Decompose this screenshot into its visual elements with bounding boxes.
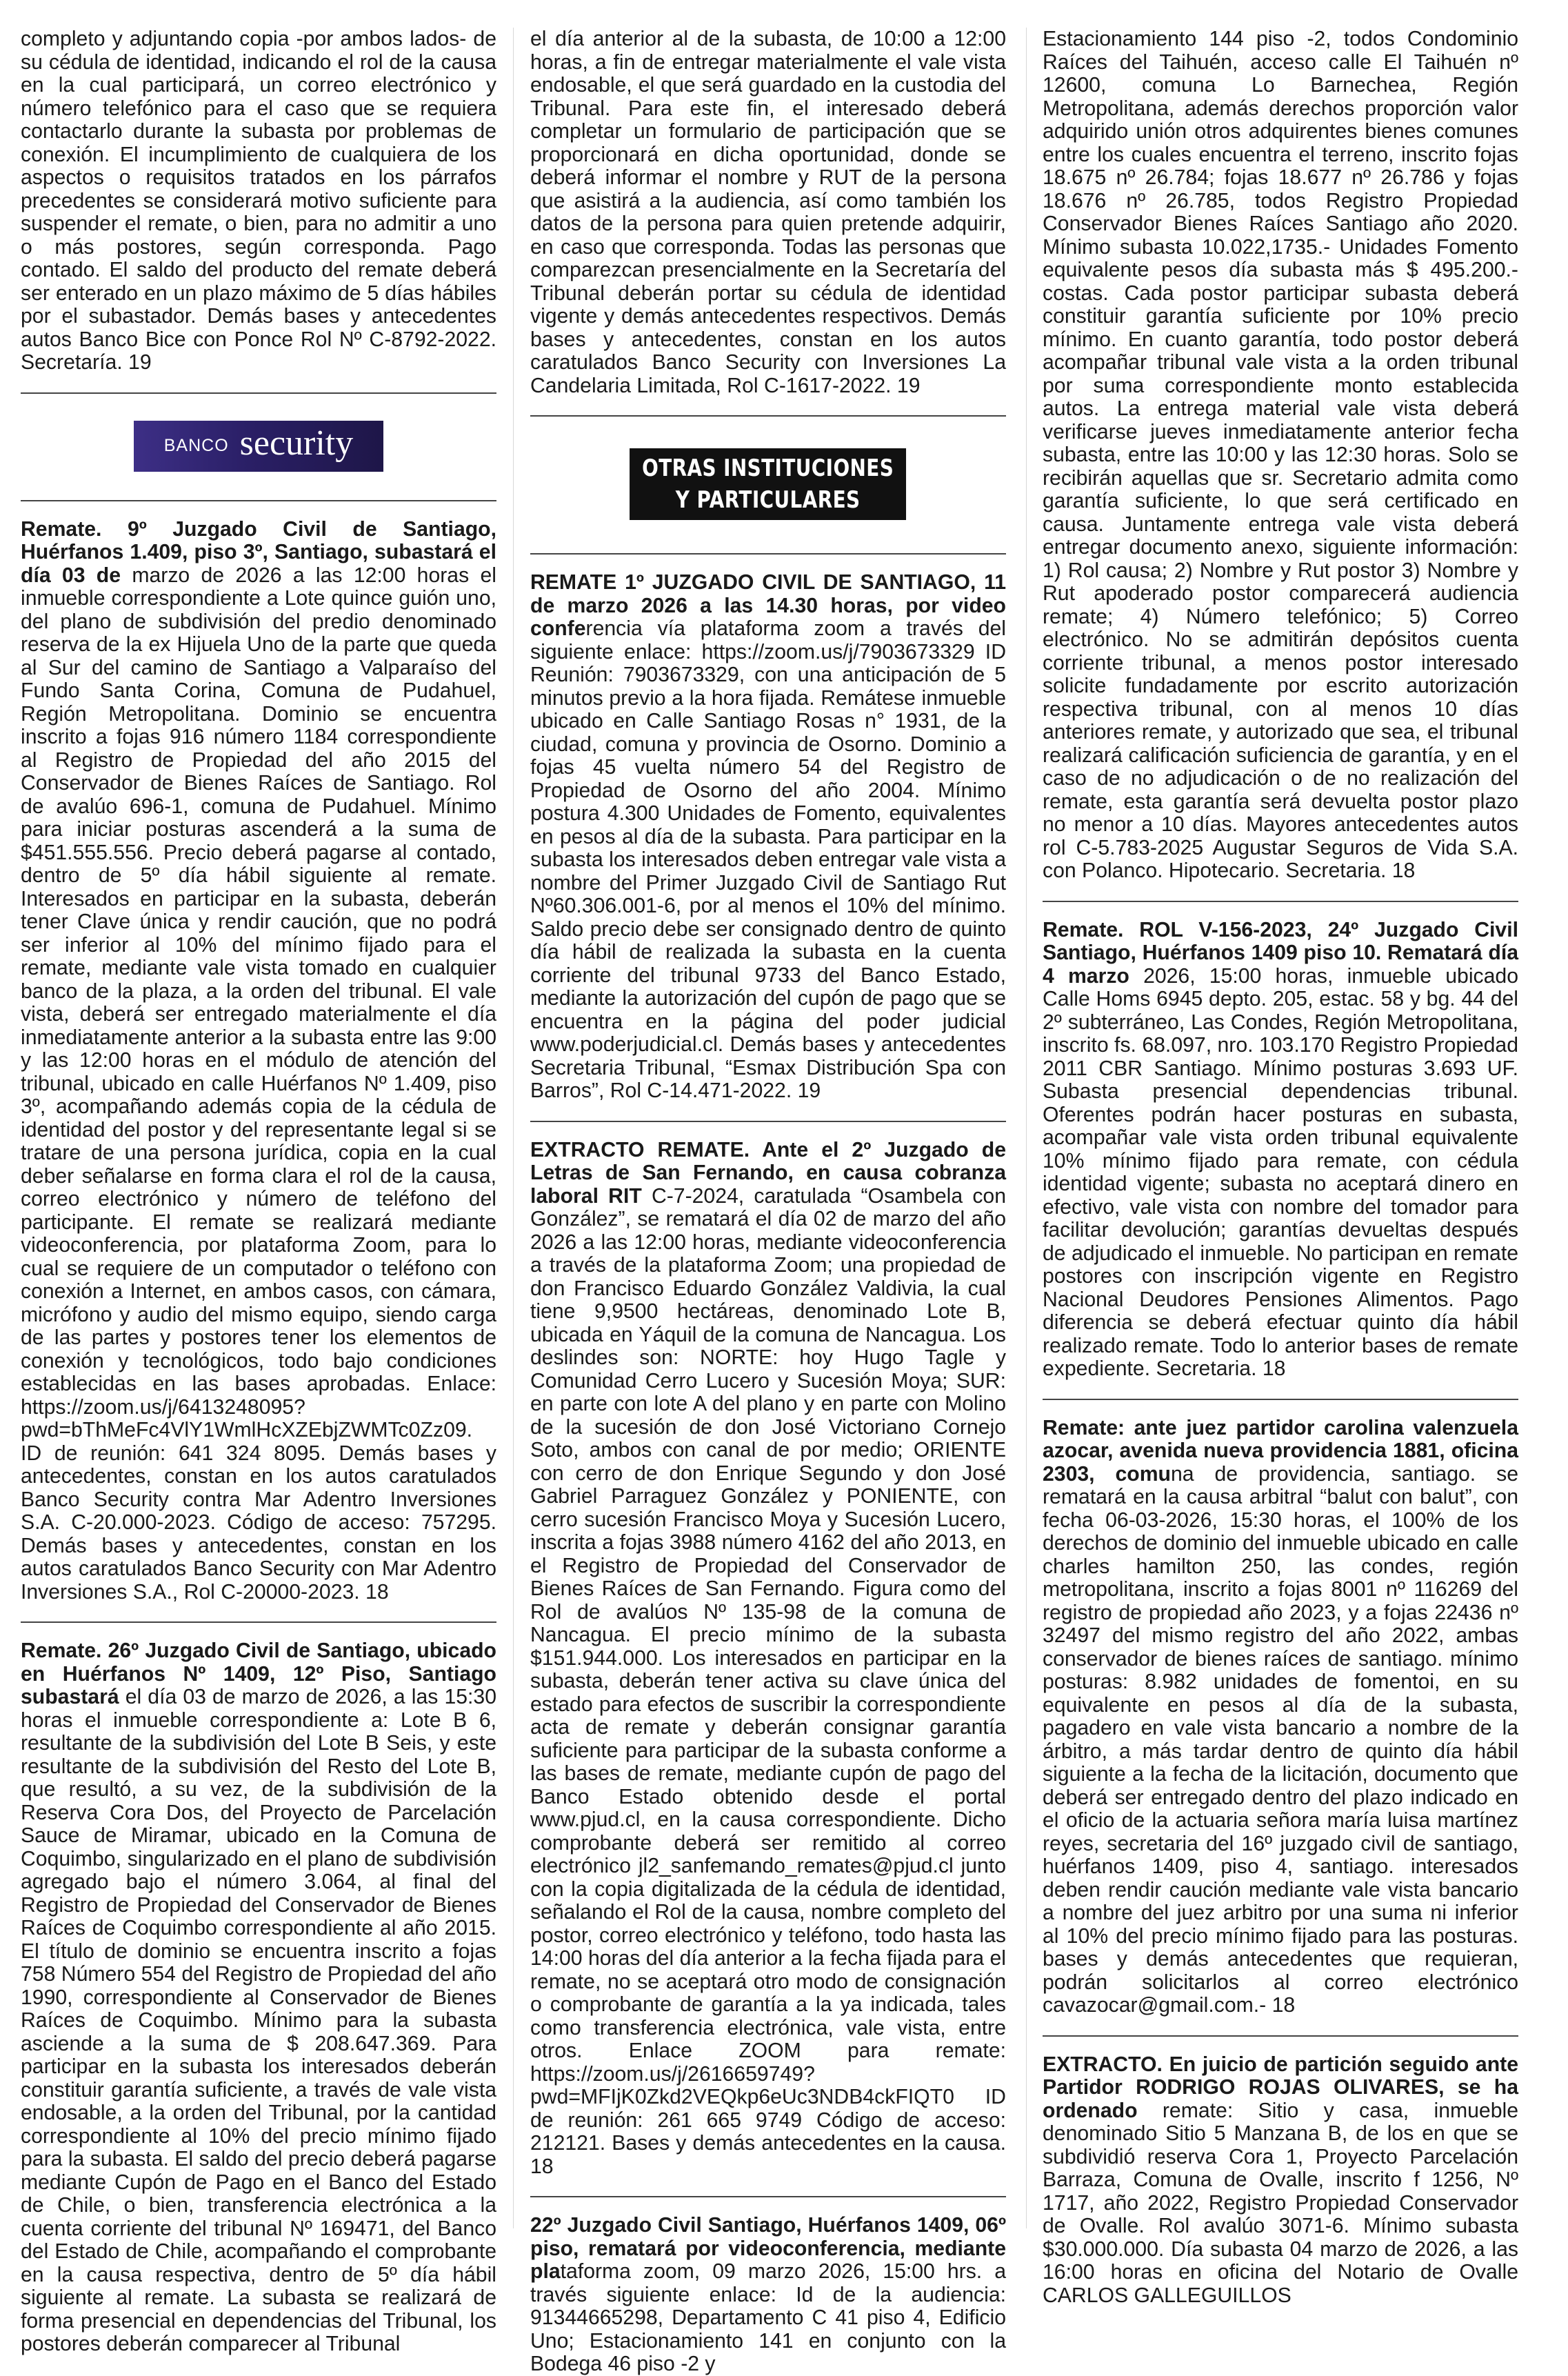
notice-divider (21, 500, 496, 501)
notice-heading: EXTRACTO. En juicio de partición seguido ante Partidor RODRIGO ROJAS OLIVARES, se ha ordenado (1043, 2053, 1518, 2122)
banco-security-logo (134, 421, 383, 472)
notice-divider (530, 2196, 1006, 2197)
notice-continuation: Estacionamiento 144 piso -2, todos Condominio Raíces del Taihuén, acceso calle El Taihuén nº 12600, comuna Lo Barnechea, Región Metropolitana, además derechos proporción valor adquirido unión otros adquirentes bienes comunes entre los cuales encuentra el terreno, inscrito fojas 18.675 nº 26.784; fojas 18.677 nº 26.786 y fojas 18.676 nº 26.785, todos Registro Propiedad Conservador Bienes Raíces Santiago año 2020. Mínimo subasta 10.022,1735.- Unidades Fomento equivalente pesos día subasta más $ 495.200.- costas. Cada postor participar subasta deberá constituir garantía suficiente por 10% precio mínimo. En cuanto garantía, todo postor deberá acompañar tribunal vale vista a la orden tribunal por suma correspondiente monto establecida autos. La entrega material vale vista deberá verificarse jueves inmediatamente anterior fecha subasta, entre las 10:00 y las 12:30 horas. Solo se recibirán aquellas que sr. Secretario admita como garantía suficiente, lo que será certificado en causa. Juntamente entrega vale vista deberá entregar documento anexo, siguiente información: 1) Rol causa; 2) Nombre y Rut postor 3) Nombre y Rut apoderado postor comparecerá audiencia remate; 4) Número telefónico; 5) Correo electrónico. No se admitirán depósitos cuenta corriente tribunal, a menos postor interesado solicite fundadamente por escrito autorización respectiva tribunal, con al menos 10 días anteriores remate, y autorizado que sea, el tribunal realizará calificación suficiencia de garantía, y en el caso de no adjudicación o de no realización del remate, esta garantía será devuelta postor plazo no menor a 10 días. Mayores antecedentes autos rol C-5.783-2025 Augustar Seguros de Vida S.A. con Polanco. Hipotecario. Secretaria. 18 (1043, 28, 1518, 882)
notice-22-juzgado (530, 2214, 1006, 2376)
notice-body: el día 03 de marzo de 2026, a las 15:30 horas el inmueble correspondiente a: Lote B 6, resultante de la subdivisión del Lote B Seis, y este resultante de la subdivisión del Resto del Lote B, que resultó, a su vez, de la subdivisión de la Reserva Cora Dos, del Proyecto de Parcelación Sauce de Miramar, ubicado en la Comuna de Coquimbo, singularizado en el plano de subdivisión agregado bajo el número 3.064, al final del Registro de Propiedad del Conservador de Bienes Raíces de Coquimbo correspondiente al año 2015. El título de dominio se encuentra inscrito a fojas 758 Número 554 del Registro de Propiedad del año 1990, correspondiente al Conservador de Bienes Raíces de Coquimbo. Mínimo para la subasta asciende a la suma de $ 208.647.369. Para participar en la subasta los interesados deberán constituir garantía suficiente, a través de vale vista endosable, a la orden del Tribunal, por la cantidad correspondiente al 10% del precio mínimo fijado para la subasta. El saldo del precio deberá pagarse mediante Cupón de Pago en el Banco del Estado de Chile, o bien, transferencia electrónica a la cuenta corriente del tribunal Nº 169471, del Banco del Estado de Chile, acompañando el comprobante en la causa respectiva, dentro de 5º día hábil siguiente al remate. La subasta se realizará de forma presencial en dependencias del Tribunal, los postores deberán comparecer al Tribunal (21, 1686, 496, 2355)
notice-extracto-san-fernando (530, 1139, 1006, 2179)
notice-divider (21, 1621, 496, 1623)
notice-continuation: el día anterior al de la subasta, de 10:00 a 12:00 horas, a fin de entregar materialmente el vale vista endosable, el que será guardado en la custodia del Tribunal. Para este fin, el interesado deberá completar un formulario de participación que se proporcionará en dicha oportunidad, donde se deberá informar el nombre y RUT de la persona que asistirá a la audiencia, así como también los datos de la persona para quien pretende adquirir, en caso que corresponda. Todas las personas que comparezcan presencialmente en la Secretaría del Tribunal deberán portar su cédula de identidad vigente y demás antecedentes respectivos. Demás bases y antecedentes, constan en los autos caratulados Banco Security con Inversiones La Candelaria Limitada, Rol C-1617-2022. 19 (530, 28, 1006, 397)
notice-divider (21, 392, 496, 394)
column-3 (1043, 28, 1518, 2307)
column-divider (1026, 28, 1027, 2228)
notice-remate-1-juzgado (530, 571, 1006, 1103)
notice-heading: Remate. ROL V-156-2023, 24º Juzgado Civil Santiago, Huérfanos 1409 piso 10. Rematará día 4 marzo (1043, 918, 1518, 988)
column-divider (513, 28, 514, 2228)
column-2 (530, 28, 1006, 2376)
notice-remate-9-juzgado (21, 518, 496, 1604)
column-1 (21, 28, 496, 2356)
notice-heading: Remate. 26º Juzgado Civil de Santiago, ubicado en Huérfanos Nº 1409, 12º Piso, Santiago subastará (21, 1639, 496, 1708)
notice-remate-24-juzgado (1043, 919, 1518, 1381)
notice-divider (1043, 901, 1518, 902)
section-title-line-1: OTRAS INSTITUCIONES (642, 455, 894, 482)
notice-heading: Remate: ante juez partidor carolina valenzuela azocar, avenida nueva providencia 1881, oficina 2303, comu (1043, 1416, 1518, 1486)
notice-body: 2026, 15:00 horas, inmueble ubicado Calle Homs 6945 depto. 205, estac. 58 y bg. 44 del 2º subterráneo, Las Condes, Región Metropolitana, inscrito fs. 68.097, nro. 103.170 Registro Propiedad 2011 CBR Santiago. Mínimo posturas 3.693 UF. Subasta presencial dependencias tribunal. Oferentes podrán hacer posturas en subasta, acompañar vale vista orden tribunal equivalente 10% mínimo fijado para remate, con cédula identidad vigente; subasta no aceptará dinero en efectivo, vale vista con nombre del tomador para facilitar devolución; garantías devueltas después de adjudicado el inmueble. No participan en remate postores con inscripción vigente en Registro Nacional Deudores Pensiones Alimentos. Pago diferencia se deberá efectuar quinto día hábil realizado remate. Todo lo anterior bases de remate expediente. Secretaria. 18 (1043, 964, 1519, 1380)
section-header-wrap (530, 433, 1006, 535)
notice-body: rencia vía plataforma zoom a través del siguiente enlace: https://zoom.us/j/7903673329 ID Reunión: 7903673329, con una anticipación de 5 minutos previo a la hora fijada. Remátese inmueble ubicado en Calle Santiago Rosas n° 1931, de la ciudad, comuna y provincia de Osorno. Dominio a fojas 45 vuelta número 54 del Registro de Propiedad de Osorno del año 2004. Mínimo postura 4.300 Unidades de Fomento, equivalentes en pesos al día de la subasta. Para participar en la subasta los interesados deben entregar vale vista a nombre del Primer Juzgado Civil de Santiago Rut Nº60.306.001-6, por al menos el 10% del mínimo. Saldo precio debe ser consignado dentro de quinto día hábil de realizada la subasta en la cuenta corriente del tribunal 9733 del Banco Estado, mediante la autorización del cupón de pago que se encuentra en la página del poder judicial www.poderjudicial.cl. Demás bases y antecedentes Secretaria Tribunal, “Esmax Distribución Spa con Barros”, Rol C-14.471-2022. 19 (530, 617, 1006, 1102)
notice-divider (530, 553, 1006, 555)
notice-divider (530, 1121, 1006, 1122)
notice-heading: 22º Juzgado Civil Santiago, Huérfanos 1409, 06º piso, rematará por videoconferencia, mediante pla (530, 2214, 1006, 2283)
notice-body: na de providencia, santiago. se rematará en la causa arbitral “balut con balut”, con fecha 06-03-2026, 15:30 horas, el 100% de los derechos de dominio del inmueble ubicado en calle charles hamilton 250, las condes, región metropolitana, inscrito a fojas 8001 nº 116269 del registro de propiedad año 2023, y a fojas 22436 nº 32497 del mismo registro del año 2022, ambas conservador de bienes raíces de santiago. mínimo posturas: 8.982 unidades de fomentoi, en su equivalente en pesos al día de la subasta, pagadero en vale vista bancario a nombre de la árbitro, a más tardar dentro de quinto día hábil siguiente a la fecha de la licitación, documento que deberá ser entregado dentro del plazo indicado en el oficio de la actuaria señora maría luisa martínez reyes, secretaria del 16º juzgado civil de santiago, huérfanos 1409, piso 4, santiago. interesados deben rendir caución mediante vale vista bancario a nombre del juez arbitro por una suma ni inferior al 10% del precio mínimo fijado para las posturas. bases y demás antecedentes que requieran, podrán solicitarlos al correo electrónico cavazocar@gmail.com.- 18 (1043, 1462, 1518, 2017)
notice-body: remate: Sitio y casa, inmueble denominado Sitio 5 Manzana B, de los en que se subdividió reserva Cora 1, Proyecto Parcelación Barraza, Comuna de Ovalle, inscrito f 1256, Nº 1717, año 2022, Registro Propiedad Conservador de Ovalle. Rol avalúo 3071-6. Mínimo subasta $30.000.000. Día subasta 04 marzo de 2026, a las 16:00 horas en oficina del Notario de Ovalle CARLOS GALLEGUILLOS (1043, 2099, 1518, 2307)
logo-security-word: security (239, 423, 354, 463)
banco-security-logo-wrap (21, 410, 496, 482)
notice-remate-26-juzgado (21, 1639, 496, 2356)
notice-divider (530, 415, 1006, 417)
section-title-line-2: Y PARTICULARES (676, 486, 861, 514)
notice-body: marzo de 2026 a las 12:00 horas el inmueble correspondiente a Lote quince guión uno, del plano de subdivisión del predio denominado reserva de la ex Hijuela Uno de la parte que queda al Sur del camino de Santiago a Valparaíso del Fundo Santa Corina, Comuna de Pudahuel, Región Metropolitana. Dominio se encuentra inscrito a fojas 916 número 1184 correspondiente al Registro de Propiedad del año 2015 del Conservador de Bienes Raíces de Santiago. Rol de avalúo 696-1, comuna de Pudahuel. Mínimo para iniciar posturas ascenderá a la suma de $451.555.556. Precio deberá pagarse al contado, dentro de 5º día hábil siguiente al remate. Interesados en participar en la subasta, deberán tener Clave única y rendir caución, que no podrá ser inferior al 10% del mínimo fijado para el remate, mediante vale vista tomado en cualquier banco de la plaza, a la orden del tribunal. El vale vista, deberá ser entregado materialmente el día inmediatamente anterior a la subasta entre las 9:00 y las 12:00 horas en el módulo de atención del tribunal, ubicado en calle Huérfanos Nº 1.409, piso 3º, acompañando además copia de la cédula de identidad del postor y del representante legal si se tratare de una persona jurídica, copia en la cual deber señalarse en forma clara el rol de la causa, correo electrónico y número de teléfono del participante. El remate se realizará mediante videoconferencia, por plataforma Zoom, para lo cual se requiere de un computador o teléfono con conexión a Internet, en ambos casos, con cámara, micrófono y audio del mismo equipo, siendo carga de las partes y postores tener los elementos de conexión y tecnológicos, todo bajo condiciones establecidas en las bases aprobadas. Enlace: https://zoom.us/j/6413248095?pwd=bThMeFc4VlY1WmlHcXZEbjZWMTc0Zz09. ID de reunión: 641 324 8095. Demás bases y antecedentes, constan en los autos caratulados Banco Security contra Mar Adentro Inversiones S.A. C-20.000-2023. Código de acceso: 757295. Demás bases y antecedentes, constan en los autos caratulados Banco Security con Mar Adentro Inversiones S.A., Rol C-20000-2023. 18 (21, 563, 496, 1604)
notice-continuation: completo y adjuntando copia -por ambos lados- de su cédula de identidad, indicando el rol de la causa en la cual participará, un correo electrónico y número telefónico para el caso que se requiera contactarlo durante la subasta por problemas de conexión. El incumplimiento de cualquiera de los aspectos o requisitos tratados en los párrafos precedentes se considerará motivo suficiente para suspender el remate, o bien, para no admitir a uno o más postores, según corresponda. Pago contado. El saldo del producto del remate deberá ser enterado en un plazo máximo de 5 días hábiles por el subastador. Demás bases y antecedentes autos Banco Bice con Ponce Rol Nº C-8792-2022. Secretaría. 19 (21, 28, 496, 374)
notice-body: C-7-2024, caratulada “Osambela con González”, se rematará el día 02 de marzo del año 2026 a las 12:00 horas, mediante videoconferencia a través de la plataforma Zoom; una propiedad de don Francisco Eduardo González Valdivia, la cual tiene 9,9500 hectáreas, denominado Lote B, ubicada en Yáquil de la comuna de Nancagua. Los deslindes son: NORTE: hoy Hugo Tagle y Comunidad Cerro Lucero y Sucesión Moya; SUR: en parte con lote A del plano y en parte con Molino de la sucesión de don José Victoriano Cornejo Soto, ambos con canal de por medio; ORIENTE con cerro de don Enrique Segundo y don José Gabriel Parraguez González y PONIENTE, con cerro sucesión Francisco Moya y Sucesión Lucero, inscrita a fojas 3988 número 4162 del año 2013, en el Registro de Propiedad del Conservador de Bienes Raíces de San Fernando. Figura como del Rol de avalúos Nº 135-98 de la comuna de Nancagua. El precio mínimo de la subasta $151.944.000. Los interesados en participar en la subasta, deberán tener activa su clave única del estado para efectos de suscribir la correspondiente acta de remate y deberán consignar garantía suficiente para participar de la subasta conforme a las bases de remate, mediante cupón de pago del Banco Estado obtenido desde el portal www.pjud.cl, en la causa correspondiente. Dicho comprobante deberá ser remitido al correo electrónico jl2_sanfemando_remates@pjud.cl junto con la copia digitalizada de la cédula de identidad, señalando el Rol de la causa, nombre completo del postor, correo electrónico y teléfono, todo hasta las 14:00 horas del día anterior a la fecha fijada para el remate, no se aceptará otro modo de consignación o comprobante de garantía a la ya indicada, tales como transferencia electrónica, vale vista, entre otros. Enlace ZOOM para remate: https://zoom.us/j/2616659749?pwd=MFIjK0Zkd2VEQkp6eUc3NDB4ckFIQT0 ID de reunión: 261 665 9749 Código de acceso: 212121. Bases y demás antecedentes en la causa. 18 (530, 1184, 1006, 2178)
notice-heading: REMATE 1º JUZGADO CIVIL DE SANTIAGO, 11 de marzo 2026 a las 14.30 horas, por video confe (530, 571, 1006, 640)
notice-juez-partidor (1043, 1417, 1518, 2017)
notice-heading: Remate. 9º Juzgado Civil de Santiago, Huérfanos 1.409, piso 3º, Santiago, subastará el día 03 de (21, 517, 496, 587)
logo-banco-word: BANCO (163, 436, 229, 455)
notice-divider (1043, 1399, 1518, 1400)
notice-heading: EXTRACTO REMATE. Ante el 2º Juzgado de Letras de San Fernando, en causa cobranza laboral RIT (530, 1138, 1006, 1208)
notice-extracto-particion (1043, 2053, 1518, 2308)
notice-body: taforma zoom, 09 marzo 2026, 15:00 hrs. a través siguiente enlace: Id de la audiencia: 91344665298, Departamento C 41 piso 4, Edificio Uno; Estacionamiento 141 en conjunto con la Bodega 46 piso -2 y (530, 2260, 1006, 2375)
section-header-otras-instituciones (630, 448, 906, 520)
notice-divider (1043, 2035, 1518, 2037)
